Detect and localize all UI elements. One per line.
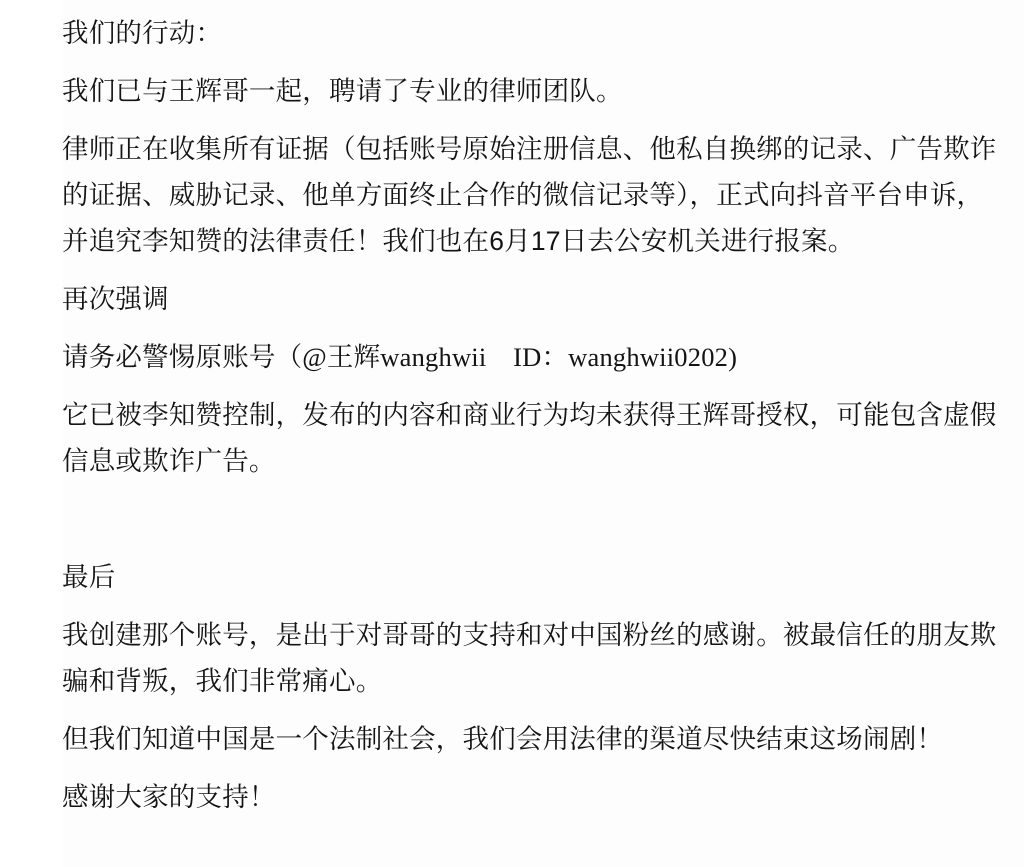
left-margin xyxy=(0,0,62,867)
paragraph-hired-lawyers: 我们已与王辉哥一起，聘请了专业的律师团队。 xyxy=(62,76,623,106)
paragraph-beware-original-account: 请务必警惕原账号（@王辉wanghwii ID：wanghwii0202) xyxy=(62,342,738,372)
paragraph-evidence-collection: 律师正在收集所有证据（包括账号原始注册信息、他私自换绑的记录、广告欺诈的证据、威胁记录、他单方面终止合作的微信记录等），正式向抖音平台申诉，并追究李知赞的法律责任！我们也在6月17日去公安机关进行报案。 xyxy=(62,134,997,256)
paragraph-our-actions-heading: 我们的行动： xyxy=(62,18,223,48)
paragraph-account-controlled: 它已被李知赞控制，发布的内容和商业行为均未获得王辉哥授权，可能包含虚假信息或欺诈广告。 xyxy=(62,400,997,476)
document-body xyxy=(62,0,1000,832)
paragraph-created-account-reason: 我创建那个账号，是出于对哥哥的支持和对中国粉丝的感谢。被最信任的朋友欺骗和背叛，我们非常痛心。 xyxy=(62,620,997,696)
paragraph-thanks: 感谢大家的支持！ xyxy=(62,782,276,812)
paragraph-legal-society: 但我们知道中国是一个法制社会，我们会用法律的渠道尽快结束这场闹剧！ xyxy=(62,724,944,754)
section-spacer xyxy=(62,496,1000,554)
paragraph-finally-heading: 最后 xyxy=(62,562,116,592)
paragraph-emphasize-again-heading: 再次强调 xyxy=(62,284,169,314)
